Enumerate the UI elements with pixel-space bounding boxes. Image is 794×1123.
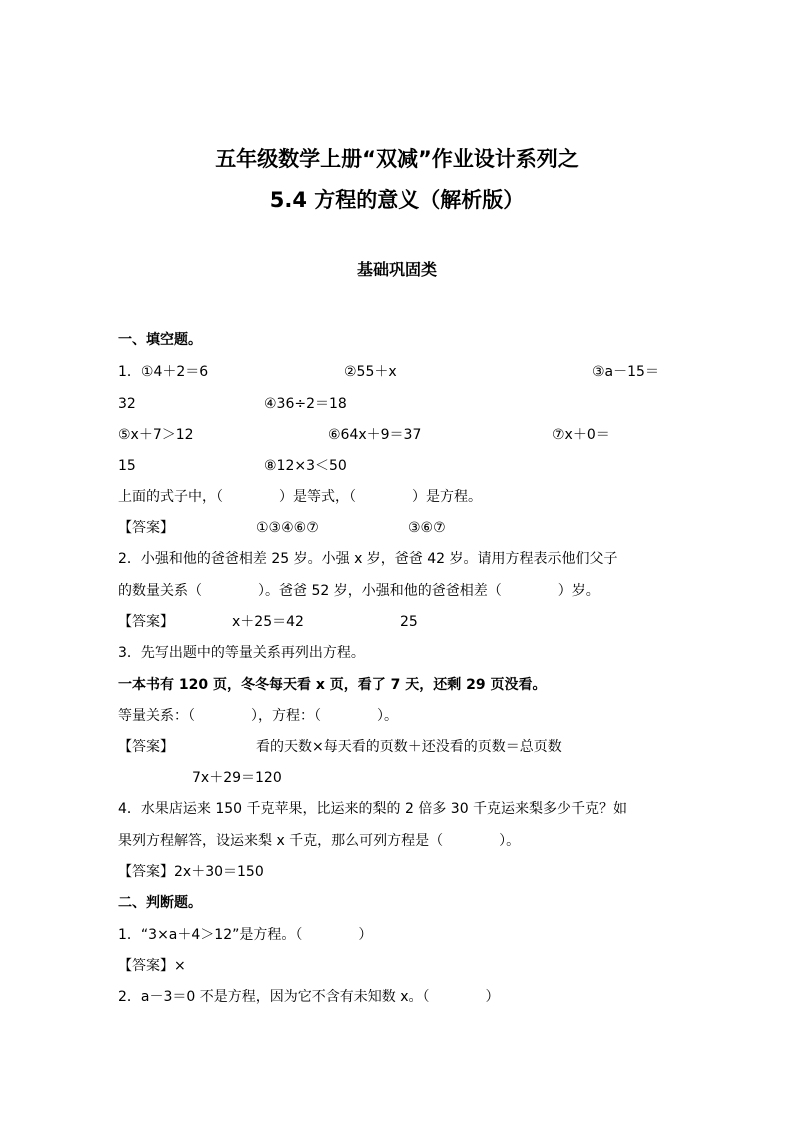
q1-row4 bbox=[118, 456, 678, 476]
document-title-line2: 5.4 方程的意义（解析版） bbox=[269, 188, 525, 212]
q1-item-8: ⑧12×3＜50 bbox=[264, 458, 347, 474]
q2-line2: 的数量关系（ ）。爸爸 52 岁，小强和他的爸爸相差（ ）岁。 bbox=[118, 583, 600, 599]
q1-answer-1: ①③④⑥⑦ bbox=[256, 520, 319, 536]
q3-line2: 一本书有 120 页，冬冬每天看 x 页，看了 7 天，还剩 29 页没看。 bbox=[118, 677, 547, 693]
q3-line1: 3．先写出题中的等量关系再列出方程。 bbox=[118, 645, 365, 661]
answer-label: 【答案】 bbox=[118, 520, 174, 536]
q2-answer-2: 25 bbox=[400, 614, 418, 630]
part2-heading: 二、判断题。 bbox=[118, 895, 202, 911]
tf-q2-line: 2．a－3＝0 不是方程，因为它不含有未知数 x。（ ） bbox=[118, 989, 500, 1005]
q1-answer-2: ③⑥⑦ bbox=[408, 520, 446, 536]
q1-item-2: ②55＋x bbox=[344, 364, 397, 380]
q1-prompt: 上面的式子中，（ ）是等式，（ ）是方程。 bbox=[118, 489, 482, 505]
q2-line1: 2．小强和他的爸爸相差 25 岁。小强 x 岁，爸爸 42 岁。请用方程表示他们父子 bbox=[118, 551, 618, 567]
q2-answer-1: x＋25＝42 bbox=[232, 614, 304, 630]
section-title: 基础巩固类 bbox=[356, 260, 437, 279]
answer-label: 【答案】 bbox=[118, 739, 174, 755]
q1-item-7-cont: 15 bbox=[118, 458, 136, 474]
q1-row2 bbox=[118, 394, 678, 414]
q3-line3: 等量关系：（ ），方程：（ ）。 bbox=[118, 708, 398, 724]
tf-q1-answer: 【答案】× bbox=[118, 958, 186, 974]
q2-answer bbox=[118, 612, 678, 632]
q1-item-3-cont: 32 bbox=[118, 396, 136, 412]
q1-item-4: ④36÷2＝18 bbox=[264, 396, 347, 412]
q3-answer-1: 看的天数×每天看的页数＋还没看的页数＝总页数 bbox=[256, 739, 562, 755]
q1-row3 bbox=[118, 425, 678, 445]
q3-answer-2: 7x＋29＝120 bbox=[192, 770, 282, 786]
q1-item-5: ⑤x＋7＞12 bbox=[118, 427, 194, 443]
q4-answer: 【答案】2x＋30＝150 bbox=[118, 864, 264, 880]
q1-answer bbox=[118, 518, 678, 538]
q3-answer bbox=[118, 737, 678, 757]
q1-item-7: ⑦x＋0＝ bbox=[552, 427, 610, 443]
q1-item-6: ⑥64x＋9＝37 bbox=[328, 427, 422, 443]
q4-line1: 4．水果店运来 150 千克苹果，比运来的梨的 2 倍多 30 千克运来梨多少千克？如 bbox=[118, 801, 628, 817]
q1-row1 bbox=[118, 362, 678, 382]
part1-heading: 一、填空题。 bbox=[118, 332, 202, 348]
q4-line2: 果列方程解答，设运来梨 x 千克，那么可列方程是（ ）。 bbox=[118, 833, 521, 849]
tf-q1-line: 1．“3×a＋4＞12”是方程。（ ） bbox=[118, 927, 373, 943]
q1-item-3: ③a－15＝ bbox=[592, 364, 659, 380]
answer-label: 【答案】 bbox=[118, 614, 174, 630]
document-title-line1: 五年级数学上册“双减”作业设计系列之 bbox=[215, 147, 579, 171]
q1-item-1: 1．①4＋2＝6 bbox=[118, 364, 209, 380]
